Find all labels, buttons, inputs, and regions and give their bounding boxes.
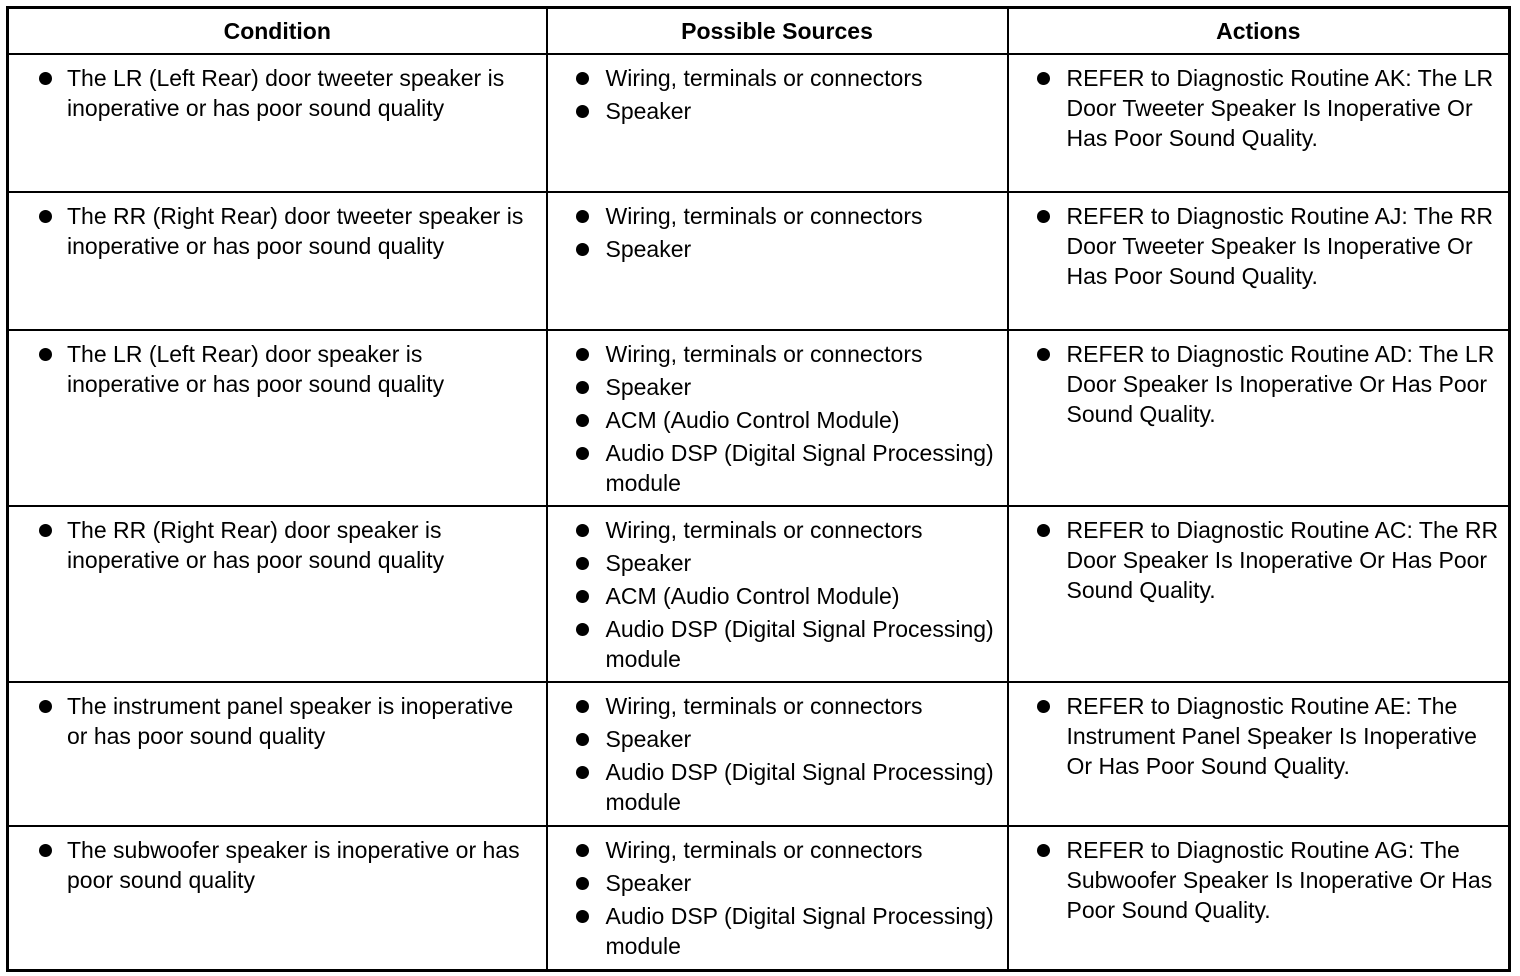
action-cell bbox=[1008, 682, 1510, 826]
diagnostic-table bbox=[6, 6, 1511, 972]
action-cell bbox=[1008, 506, 1510, 682]
sources-cell bbox=[547, 506, 1008, 682]
action-cell bbox=[1008, 54, 1510, 192]
source-item: Speaker bbox=[554, 548, 1001, 578]
header-row bbox=[8, 8, 1510, 55]
source-item: Speaker bbox=[554, 868, 1001, 898]
source-item: ACM (Audio Control Module) bbox=[554, 405, 1001, 435]
action-text: REFER to Diagnostic Routine AC: The RR Door Speaker Is Inoperative Or Has Poor Sound Quality. bbox=[1015, 515, 1503, 605]
table-row bbox=[8, 826, 1510, 971]
condition-text: The LR (Left Rear) door tweeter speaker is inoperative or has poor sound quality bbox=[15, 63, 540, 123]
sources-cell bbox=[547, 192, 1008, 330]
source-item: Audio DSP (Digital Signal Processing) module bbox=[554, 757, 1001, 817]
action-text: REFER to Diagnostic Routine AG: The Subwoofer Speaker Is Inoperative Or Has Poor Sound Quality. bbox=[1015, 835, 1503, 925]
sources-cell bbox=[547, 54, 1008, 192]
source-item: Wiring, terminals or connectors bbox=[554, 691, 1001, 721]
source-item: Speaker bbox=[554, 724, 1001, 754]
sources-cell bbox=[547, 826, 1008, 971]
action-cell bbox=[1008, 826, 1510, 971]
condition-text: The RR (Right Rear) door tweeter speaker is inoperative or has poor sound quality bbox=[15, 201, 540, 261]
table-row bbox=[8, 330, 1510, 506]
condition-cell bbox=[8, 330, 547, 506]
condition-cell bbox=[8, 54, 547, 192]
condition-cell bbox=[8, 826, 547, 971]
source-item: ACM (Audio Control Module) bbox=[554, 581, 1001, 611]
source-item: Speaker bbox=[554, 372, 1001, 402]
condition-cell bbox=[8, 506, 547, 682]
action-cell bbox=[1008, 192, 1510, 330]
sources-cell bbox=[547, 682, 1008, 826]
source-item: Wiring, terminals or connectors bbox=[554, 515, 1001, 545]
condition-text: The LR (Left Rear) door speaker is inoperative or has poor sound quality bbox=[15, 339, 540, 399]
source-item: Wiring, terminals or connectors bbox=[554, 63, 1001, 93]
condition-text: The instrument panel speaker is inoperative or has poor sound quality bbox=[15, 691, 540, 751]
table-row bbox=[8, 192, 1510, 330]
source-item: Wiring, terminals or connectors bbox=[554, 339, 1001, 369]
source-item: Audio DSP (Digital Signal Processing) module bbox=[554, 438, 1001, 498]
sources-cell bbox=[547, 330, 1008, 506]
action-text: REFER to Diagnostic Routine AJ: The RR Door Tweeter Speaker Is Inoperative Or Has Poor Sound Quality. bbox=[1015, 201, 1503, 291]
source-item: Speaker bbox=[554, 234, 1001, 264]
source-item: Wiring, terminals or connectors bbox=[554, 201, 1001, 231]
source-item: Audio DSP (Digital Signal Processing) module bbox=[554, 614, 1001, 674]
header-condition: Condition bbox=[8, 8, 547, 55]
action-text: REFER to Diagnostic Routine AK: The LR Door Tweeter Speaker Is Inoperative Or Has Poor Sound Quality. bbox=[1015, 63, 1503, 153]
condition-text: The subwoofer speaker is inoperative or has poor sound quality bbox=[15, 835, 540, 895]
action-cell bbox=[1008, 330, 1510, 506]
action-text: REFER to Diagnostic Routine AD: The LR Door Speaker Is Inoperative Or Has Poor Sound Quality. bbox=[1015, 339, 1503, 429]
source-item: Audio DSP (Digital Signal Processing) module bbox=[554, 901, 1001, 961]
table-row bbox=[8, 682, 1510, 826]
table-row bbox=[8, 506, 1510, 682]
condition-cell bbox=[8, 192, 547, 330]
condition-text: The RR (Right Rear) door speaker is inoperative or has poor sound quality bbox=[15, 515, 540, 575]
header-possible-sources: Possible Sources bbox=[547, 8, 1008, 55]
condition-cell bbox=[8, 682, 547, 826]
table-row bbox=[8, 54, 1510, 192]
source-item: Wiring, terminals or connectors bbox=[554, 835, 1001, 865]
header-actions: Actions bbox=[1008, 8, 1510, 55]
source-item: Speaker bbox=[554, 96, 1001, 126]
action-text: REFER to Diagnostic Routine AE: The Instrument Panel Speaker Is Inoperative Or Has Poor Sound Quality. bbox=[1015, 691, 1503, 781]
